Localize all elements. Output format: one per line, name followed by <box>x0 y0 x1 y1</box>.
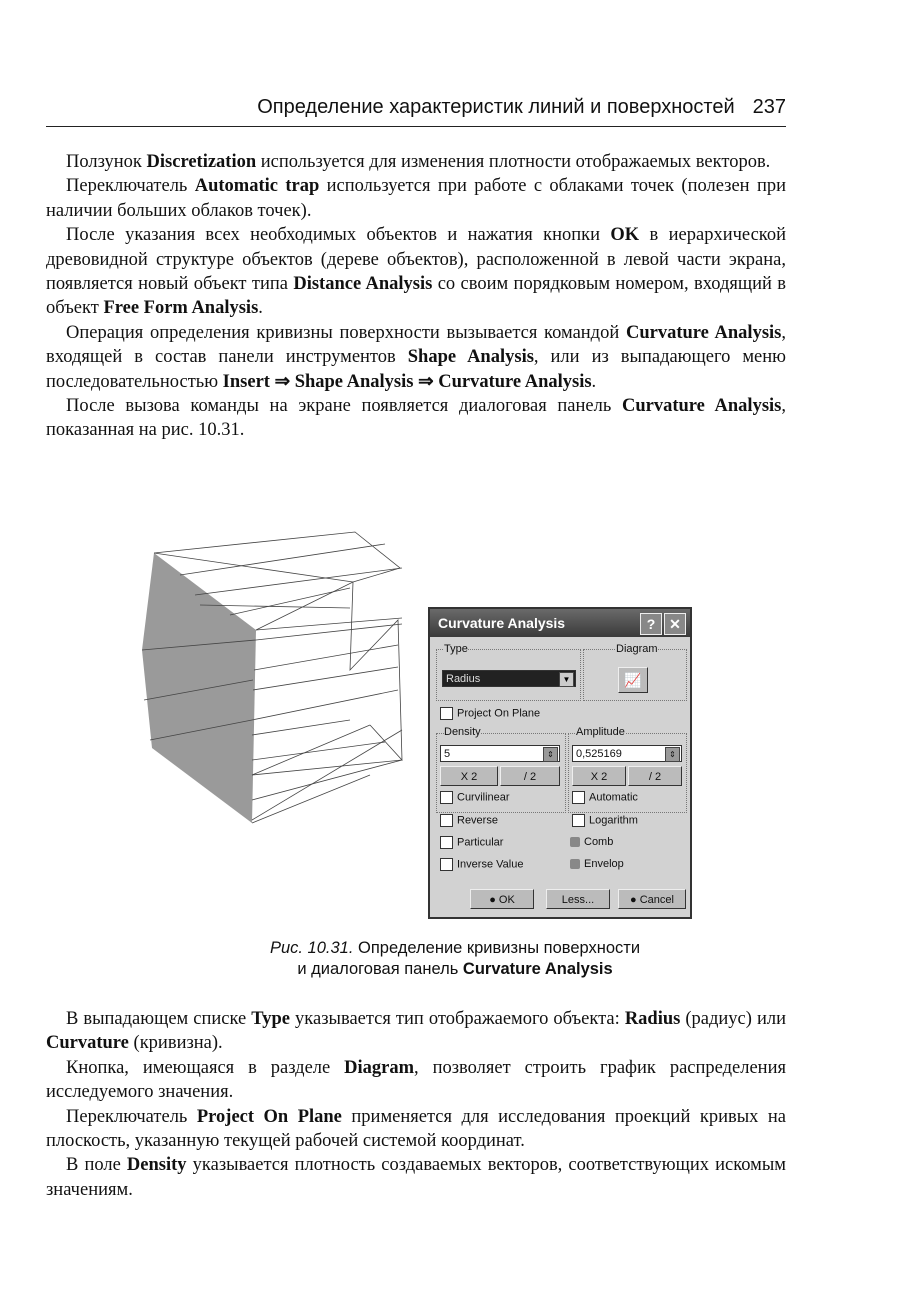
text-block-top <box>46 150 786 443</box>
density-spinner[interactable]: ⇕ <box>543 747 558 762</box>
close-icon[interactable]: ✕ <box>664 613 686 635</box>
text-run: Ползунок <box>66 152 147 172</box>
text-run: . <box>591 371 597 392</box>
text-run: В выпадающем списке <box>66 1009 252 1029</box>
particular-label: Particular <box>457 836 504 849</box>
amplitude-input[interactable] <box>572 745 682 762</box>
density-label: Density <box>444 726 481 738</box>
help-icon[interactable]: ? <box>640 613 662 635</box>
running-header <box>46 96 786 127</box>
text-block-bottom <box>46 1007 786 1202</box>
chevron-down-icon[interactable]: ▼ <box>559 672 574 687</box>
text-run: Кнопка, имеющаяся в разделе <box>66 1057 345 1078</box>
inverse-value-label: Inverse Value <box>457 858 524 871</box>
project-on-plane-label: Project On Plane <box>457 707 541 720</box>
bold-term: Project On Plane <box>196 1106 342 1127</box>
text-run: в иерархической древовидной структуре объектов (дереве объектов), расположенной в левой части экрана, появляется новый объект типа <box>46 225 786 295</box>
page-number: 237 <box>752 96 786 118</box>
bold-term: Diagram <box>344 1057 415 1078</box>
text-run: используется для изменения плотности отображаемых векторов. <box>256 152 771 172</box>
dialog-title: Curvature Analysis <box>438 615 566 631</box>
text-run: применяется для исследования проекций кривых на плоскость, указанную текущей рабочей системой координат. <box>46 1106 787 1152</box>
bold-term: Automatic trap <box>194 176 320 197</box>
bold-term: Curvature <box>46 1033 129 1054</box>
paragraph <box>46 1105 786 1154</box>
figure-caption <box>0 938 910 980</box>
text-run: Операция определения кривизны поверхности вызывается командой <box>66 322 626 343</box>
paragraph <box>46 321 786 394</box>
paragraph <box>46 1153 786 1202</box>
paragraph <box>46 223 786 321</box>
less-button[interactable]: Less... <box>546 889 610 909</box>
bold-term: Discretization <box>146 152 257 172</box>
type-value: Radius <box>446 673 481 685</box>
text-run: указывается тип отображаемого объекта: <box>290 1009 625 1029</box>
bold-term: Curvature Analysis <box>621 396 782 417</box>
bold-term: Shape Analysis <box>407 347 534 368</box>
curvature-analysis-dialog <box>428 607 692 919</box>
paragraph <box>46 394 786 443</box>
bold-term: Density <box>126 1155 187 1176</box>
surface-model-figure <box>140 520 430 840</box>
text-run: со своим порядковым номером, входящий в объект <box>46 274 787 319</box>
shaded-surface <box>142 553 256 823</box>
cancel-button[interactable] <box>618 889 686 909</box>
text-run: В поле <box>66 1155 127 1176</box>
logarithm-checkbox[interactable] <box>572 814 638 827</box>
text-run: , или из выпадающего меню последовательностью <box>46 347 786 392</box>
text-run: Переключатель <box>66 176 195 197</box>
automatic-label: Automatic <box>589 791 638 804</box>
header-title: Определение характеристик линий и поверхностей <box>257 96 735 118</box>
text-run: используется при работе с облаками точек (полезен при наличии больших облаков точек). <box>46 176 786 221</box>
cancel-label: Cancel <box>639 894 674 906</box>
bold-term: OK <box>610 225 640 246</box>
comb-label: Comb <box>584 836 614 848</box>
density-x2-button[interactable]: X 2 <box>440 766 498 786</box>
text-run: (радиус) или <box>680 1009 786 1029</box>
caption-number: Рис. 10.31. <box>269 939 354 957</box>
paragraph <box>46 174 786 223</box>
type-dropdown[interactable] <box>442 670 576 687</box>
amplitude-label: Amplitude <box>576 726 625 738</box>
type-label: Type <box>444 643 468 655</box>
text-run: (кривизна). <box>128 1033 223 1054</box>
bold-term: Insert ⇒ Shape Analysis ⇒ Curvature Analysis <box>222 371 592 392</box>
text-run: указывается плотность создаваемых векторов, соответствующих искомым значениям. <box>46 1155 786 1200</box>
project-on-plane-checkbox[interactable] <box>440 707 540 720</box>
curvilinear-checkbox[interactable] <box>440 791 510 804</box>
ok-button[interactable] <box>470 889 534 909</box>
envelop-radio[interactable] <box>570 858 624 870</box>
paragraph <box>46 1056 786 1105</box>
bold-term: Distance Analysis <box>293 274 433 295</box>
diagram-chart-icon[interactable]: 📈 <box>618 667 648 693</box>
text-run: , входящей в состав панели инструментов <box>46 322 786 368</box>
reverse-label: Reverse <box>457 814 498 827</box>
ok-icon: ● <box>489 894 499 906</box>
bold-term: Radius <box>624 1009 681 1029</box>
curvilinear-label: Curvilinear <box>457 791 510 804</box>
particular-checkbox[interactable] <box>440 836 503 849</box>
reverse-checkbox[interactable] <box>440 814 498 827</box>
text-run: После вызова команды на экране появляется диалоговая панель <box>66 396 622 417</box>
bold-term: Type <box>251 1009 291 1029</box>
comb-radio[interactable] <box>570 836 613 848</box>
amplitude-x2-button[interactable]: X 2 <box>572 766 626 786</box>
cancel-icon: ● <box>630 894 640 906</box>
envelop-label: Envelop <box>584 858 624 870</box>
ok-label: OK <box>498 894 515 906</box>
amplitude-spinner[interactable]: ⇕ <box>665 747 680 762</box>
caption-line2: и диалоговая панель <box>297 960 463 978</box>
text-run: После указания всех необходимых объектов и нажатия кнопки <box>66 225 611 246</box>
bold-term: Free Form Analysis <box>103 298 259 319</box>
caption-bold: Curvature Analysis <box>462 960 613 978</box>
amplitude-div2-button[interactable]: / 2 <box>628 766 682 786</box>
logarithm-label: Logarithm <box>589 814 638 827</box>
text-run: Переключатель <box>66 1106 197 1127</box>
text-run: , показанная на рис. 10.31. <box>46 396 786 441</box>
paragraph <box>46 1007 786 1056</box>
diagram-label: Diagram <box>616 643 658 655</box>
caption-line1: Определение кривизны поверхности <box>353 939 641 957</box>
inverse-value-checkbox[interactable] <box>440 858 523 871</box>
amplitude-value: 0,525169 <box>576 748 622 760</box>
density-input[interactable] <box>440 745 560 762</box>
automatic-checkbox[interactable] <box>572 791 638 804</box>
bold-term: Curvature Analysis <box>625 322 782 343</box>
text-run: , позволяет строить график распределения исследуемого значения. <box>46 1057 786 1103</box>
density-div2-button[interactable]: / 2 <box>500 766 560 786</box>
density-value: 5 <box>444 748 451 760</box>
paragraph <box>46 150 786 174</box>
text-run: . <box>258 298 263 319</box>
dialog-titlebar[interactable] <box>430 609 690 637</box>
